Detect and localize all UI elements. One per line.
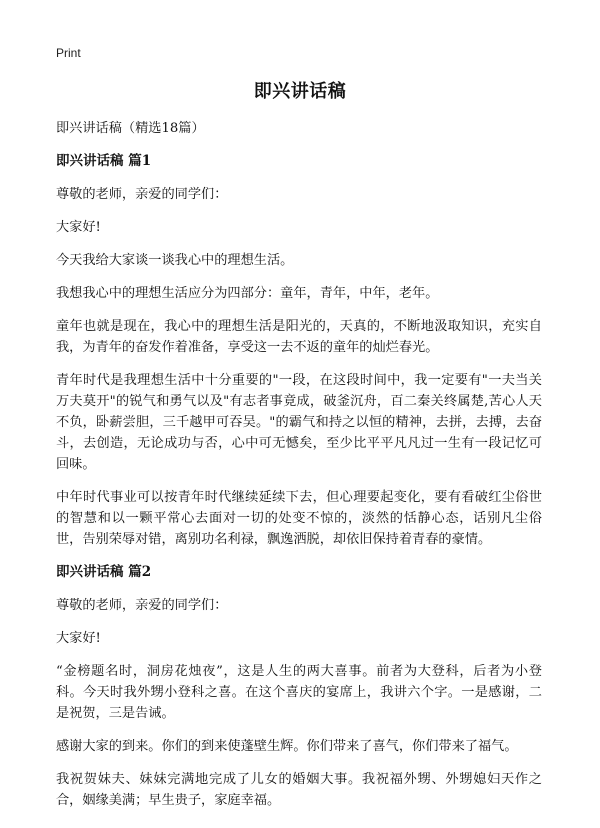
section-heading: 即兴讲话稿 篇1 — [56, 153, 152, 169]
paragraph: 童年也就是现在，我心中的理想生活是阳光的，天真的，不断地汲取知识，充实自我，为青年的奋发作着准备，享受这一去不返的童年的灿烂春光。 — [56, 319, 542, 355]
page-title: 即兴讲话稿 — [253, 81, 347, 102]
paragraph: 青年时代是我理想生活中十分重要的"一段，在这段时间中，我一定要有"一夫当关万夫莫开"的锐气和勇气以及"有志者事竟成，破釜沉舟，百二秦关终属楚,苦心人天不负，卧薪尝胆，三千越甲可吞吴。"的霸气和持之以恒的精神，去拼，去搏，去奋斗，去创造，无论成功与否，心中可无憾矣，至少比平平凡凡过一生有一段记忆可回味。 — [56, 373, 542, 472]
paragraph: 尊敬的老师，亲爱的同学们： — [56, 187, 228, 202]
paragraph: 我想我心中的理想生活应分为四部分：童年，青年，中年，老年。 — [56, 286, 439, 301]
paragraph: 大家好! — [56, 220, 101, 235]
paragraph: 我祝贺妹夫、妹妹完满地完成了儿女的婚姻大事。我祝福外甥、外甥媳妇天作之合，姻缘美满；早生贵子，家庭幸福。 — [56, 772, 542, 808]
paragraph: 中年时代事业可以按青年时代继续延续下去，但心理要起变化，要有看破红尘俗世的智慧和以一颗平常心去面对一切的处变不惊的，淡然的恬静心态，话别凡尘俗世，告别荣辱对错，离别功名利禄，飘逸洒脱，却依旧保持着青春的豪情。 — [56, 490, 542, 547]
print-link[interactable]: Print — [56, 46, 81, 60]
paragraph: 大家好! — [56, 631, 101, 646]
paragraph: 感谢大家的到来。你们的到来使蓬壁生辉。你们带来了喜气，你们带来了福气。 — [56, 739, 518, 754]
document-body — [56, 118, 542, 811]
paragraph: “金榜题名时，洞房花烛夜”，这是人生的两大喜事。前者为大登科，后者为小登科。今天时我外甥小登科之喜。在这个喜庆的宴席上，我讲六个字。一是感谢，二是祝贺，三是告诫。 — [56, 664, 542, 721]
paragraph: 今天我给大家谈一谈我心中的理想生活。 — [56, 253, 294, 268]
section-heading: 即兴讲话稿 篇2 — [56, 564, 152, 580]
paragraph: 尊敬的老师，亲爱的同学们： — [56, 598, 228, 613]
document-subtitle: 即兴讲话稿（精选18篇） — [56, 121, 205, 136]
